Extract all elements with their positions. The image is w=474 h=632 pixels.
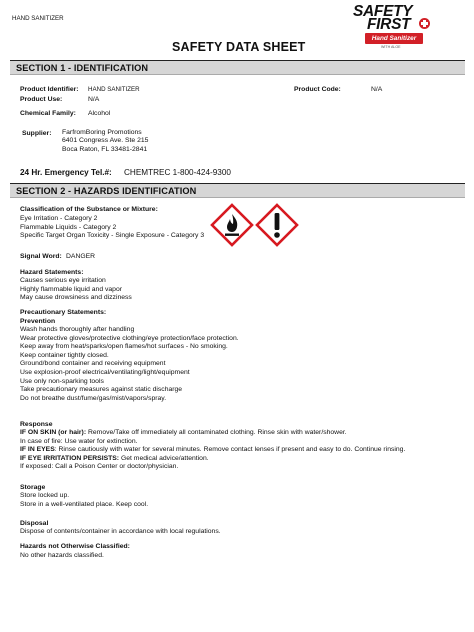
prevention-item: Keep away from heat/sparks/open flames/hot surfaces - No smoking. (20, 343, 228, 351)
supplier-label: Supplier: (22, 130, 52, 137)
product-use-value: N/A (88, 96, 100, 103)
prevention-list (20, 326, 239, 403)
storage-label: Storage (20, 484, 46, 491)
classification-item: Specific Target Organ Toxicity - Single Exposure - Category 3 (20, 232, 205, 240)
supplier-line: Boca Raton, FL 33481-2841 (62, 145, 148, 153)
classification-item: Flammable Liquids - Category 2 (20, 223, 117, 231)
product-code-label: Product Code: (294, 86, 341, 93)
flame-pictogram-icon (212, 205, 252, 245)
ghs-pictograms (210, 203, 300, 249)
hazard-statements-label: Hazard Statements: (20, 269, 84, 276)
response-item: In case of fire: Use water for extinction. (20, 437, 138, 445)
prevention-item: Do not breathe dust/fume/gas/mist/vapors/spray. (20, 394, 167, 402)
response-item: IF IN EYES: Rinse cautiously with water for several minutes. Remove contact lenses if present and easy to do. Continue rinsing. (20, 446, 406, 454)
emergency-label: 24 Hr. Emergency Tel.#: (20, 168, 112, 177)
signal-word-value: DANGER (66, 253, 96, 260)
logo-line1: SAFETY (353, 3, 413, 20)
disposal-label: Disposal (20, 520, 49, 527)
classification-item: Eye Irritation - Category 2 (20, 215, 98, 222)
product-identifier-label: Product Identifier: (20, 86, 79, 93)
hazard-statement: Causes serious eye irritation (20, 277, 106, 284)
hazard-statement: Highly flammable liquid and vapor (20, 285, 123, 293)
response-label: Response (20, 421, 53, 428)
chemical-family-label: Chemical Family: (20, 110, 76, 117)
supplier-address (62, 129, 148, 154)
response-item: IF EYE IRRITATION PERSISTS: Get medical advice/attention. (20, 454, 209, 462)
prevention-item: Keep container tightly closed. (20, 351, 109, 359)
supplier-line: FarfromBoring Promotions (62, 129, 142, 136)
prevention-item: Use only non-sparking tools (20, 377, 104, 385)
emergency-phone: CHEMTREC 1-800-424-9300 (124, 168, 231, 177)
prevention-item: Use explosion-proof electrical/ventilating/light/equipment (20, 368, 190, 376)
section-1-heading: SECTION 1 - IDENTIFICATION (10, 60, 465, 75)
section-2-heading: SECTION 2 - HAZARDS IDENTIFICATION (10, 183, 465, 198)
prevention-item: Take precautionary measures against static discharge (20, 386, 183, 394)
red-cross-icon (419, 18, 430, 29)
disposal-item: Dispose of contents/container in accordance with local regulations. (20, 528, 221, 535)
precautionary-label: Precautionary Statements: (20, 309, 107, 316)
prevention-label: Prevention (20, 318, 56, 325)
response-list (20, 429, 405, 472)
prevention-item: Wash hands thoroughly after handling (20, 326, 135, 333)
hazard-statements-list (20, 277, 132, 303)
storage-item: Store locked up. (20, 492, 70, 499)
product-code-value: N/A (371, 86, 383, 93)
logo-badge: Hand Sanitizer (365, 33, 423, 44)
signal-word-label: Signal Word: (20, 253, 62, 260)
logo-line2: FIRST (367, 16, 411, 33)
other-hazards-list (20, 552, 104, 561)
product-use-label: Product Use: (20, 96, 63, 103)
product-identifier-value: HAND SANITIZER (88, 86, 140, 93)
chemical-family-value: Alcohol (88, 110, 111, 117)
logo-tagline: WITH ALOE (381, 45, 401, 49)
classification-list (20, 215, 204, 241)
prevention-item: Ground/bond container and receiving equipment (20, 360, 166, 368)
supplier-line: 6401 Congress Ave. Ste 215 (62, 137, 149, 145)
other-hazards-item: No other hazards classified. (20, 552, 104, 559)
page-title: SAFETY DATA SHEET (172, 40, 306, 54)
storage-list (20, 492, 148, 509)
classification-label: Classification of the Substance or Mixture: (20, 206, 158, 213)
header-product-name: HAND SANITIZER (12, 15, 64, 22)
exclamation-pictogram-icon (257, 205, 297, 245)
response-item: If exposed: Call a Poison Center or doctor/physician. (20, 463, 179, 471)
hazard-statement: May cause drowsiness and dizziness (20, 294, 132, 302)
other-hazards-label: Hazards not Otherwise Classified: (20, 543, 130, 550)
response-item: IF ON SKIN (or hair): Remove/Take off immediately all contaminated clothing. Rinse skin with water/shower. (20, 429, 347, 436)
storage-item: Store in a well-ventilated place. Keep cool. (20, 500, 149, 508)
disposal-list (20, 528, 221, 537)
brand-logo (345, 3, 465, 53)
prevention-item: Wear protective gloves/protective clothing/eye protection/face protection. (20, 334, 239, 342)
